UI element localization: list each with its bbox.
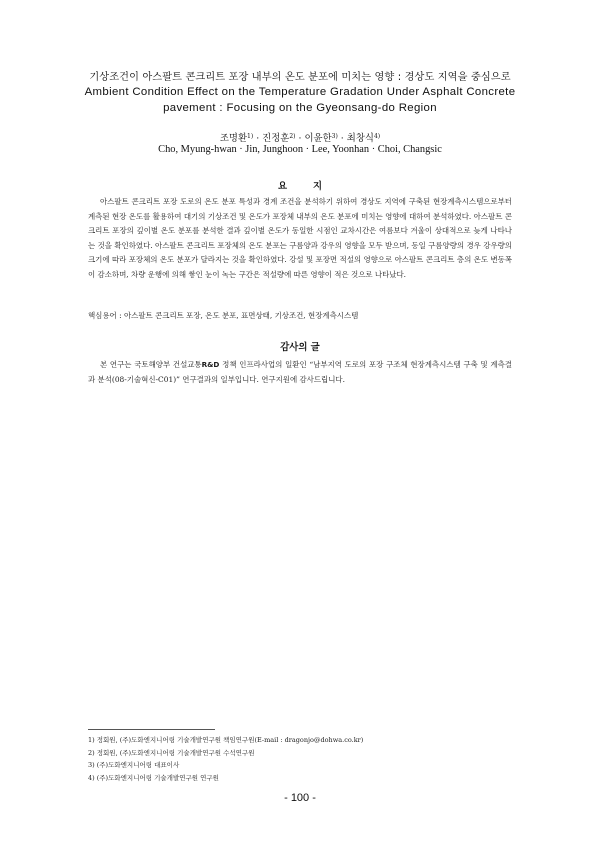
- footnote-4: 4) (주)도화엔지니어링 기술개발연구원 연구원: [88, 773, 219, 782]
- author-footnote-mark: 2): [289, 133, 296, 140]
- abstract-body: 아스팔트 콘크리트 포장 도로의 온도 분포 특성과 경계 조건을 분석하기 위하여 경상도 지역에 구축된 현장계측시스템으로부터 계측된 현장 온도를 활용하여 대기의 기상조건 및 온도가 포장체 내부의 온도 분포에 미치는 영향에 대하여 분석하였다. 아스팔트 콘크리트 포장의 깊이별 온도 분포를 분석한 결과 깊이별 온도가 동일한 시점인 교차시간은 여름보다 겨울이 상대적으로 늦게 나타나는 것을 확인하였다. 아스팔트 콘크리트 포장체의 온도 분포는 구름양과 강우의 영향을 모두 받으며, 동일 구름양량의 경우 강우량의 크기에 따라 포장체의 온도 분포가 달라지는 것을 확인하였다. 강설 및 포장면 적설의 영향으로 아스팔트 콘크리트 층의 온도 변동폭이 감소하며, 차량 운행에 의해 쌓인 눈이 녹는 구간은 적설량에 따른 영향이 적은 것으로 나타났다.: [88, 197, 512, 279]
- authors-korean: [40, 130, 560, 144]
- author-separator: ·: [337, 133, 347, 144]
- author-separator: ·: [253, 133, 263, 144]
- acknowledgement-body: [88, 358, 512, 387]
- footnote-3: 3) (주)도화엔지니어링 대표이사: [88, 761, 180, 769]
- keywords: 핵심용어 : 아스팔트 콘크리트 포장, 온도 분포, 표면상태, 기상조건, 현장계측시스템: [88, 311, 359, 320]
- title-english: Ambient Condition Effect on the Temperature Gradation Under Asphalt Concrete pavement : Focusing on the Gyeonsang-do Region: [84, 86, 516, 114]
- footnotes: [88, 734, 528, 784]
- author-footnote-mark: 1): [247, 133, 254, 140]
- title-korean: 기상조건이 아스팔트 콘크리트 포장 내부의 온도 분포에 미치는 영향 : 경상도 지역을 중심으로: [89, 72, 511, 83]
- footnote-divider: [88, 729, 215, 730]
- acknowledgement-heading: 감사의 글: [280, 342, 320, 353]
- abstract-heading: 요지: [277, 181, 349, 192]
- footnote-1: 1) 정회원, (주)도화엔지니어링 기술개발연구원 책임연구원(E-mail : dragonjo@dohwa.co.kr): [88, 736, 364, 744]
- author-name: 이윤한: [304, 133, 332, 144]
- author-name: 조명환: [219, 133, 248, 144]
- author-name: 진정훈: [262, 133, 290, 144]
- page-number: - 100 -: [284, 792, 316, 804]
- author-footnote-mark: 3): [331, 133, 338, 140]
- authors-english: Cho, Myung-hwan · Jin, Junghoon · Lee, Yoonhan · Choi, Changsic: [158, 144, 442, 155]
- author-footnote-mark: 4): [373, 133, 381, 140]
- ack-text-prefix: 본 연구는 국토해양부 건설교통: [100, 360, 202, 369]
- ack-text-bold: R&D: [201, 360, 220, 369]
- author-separator: ·: [295, 133, 305, 144]
- author-name: 최창식: [346, 133, 374, 144]
- ack-text-suffix: 정책 인프라사업의 일환인 “남부지역 도로의 포장 구조체 현장계측시스템 구축 및 계측결과 분석(08-기술혁신-C01)” 연구결과의 일부입니다. 연구지원에 감사드립니다.: [88, 360, 512, 384]
- footnote-2: 2) 정회원, (주)도화엔지니어링 기술개발연구원 수석연구원: [88, 748, 255, 757]
